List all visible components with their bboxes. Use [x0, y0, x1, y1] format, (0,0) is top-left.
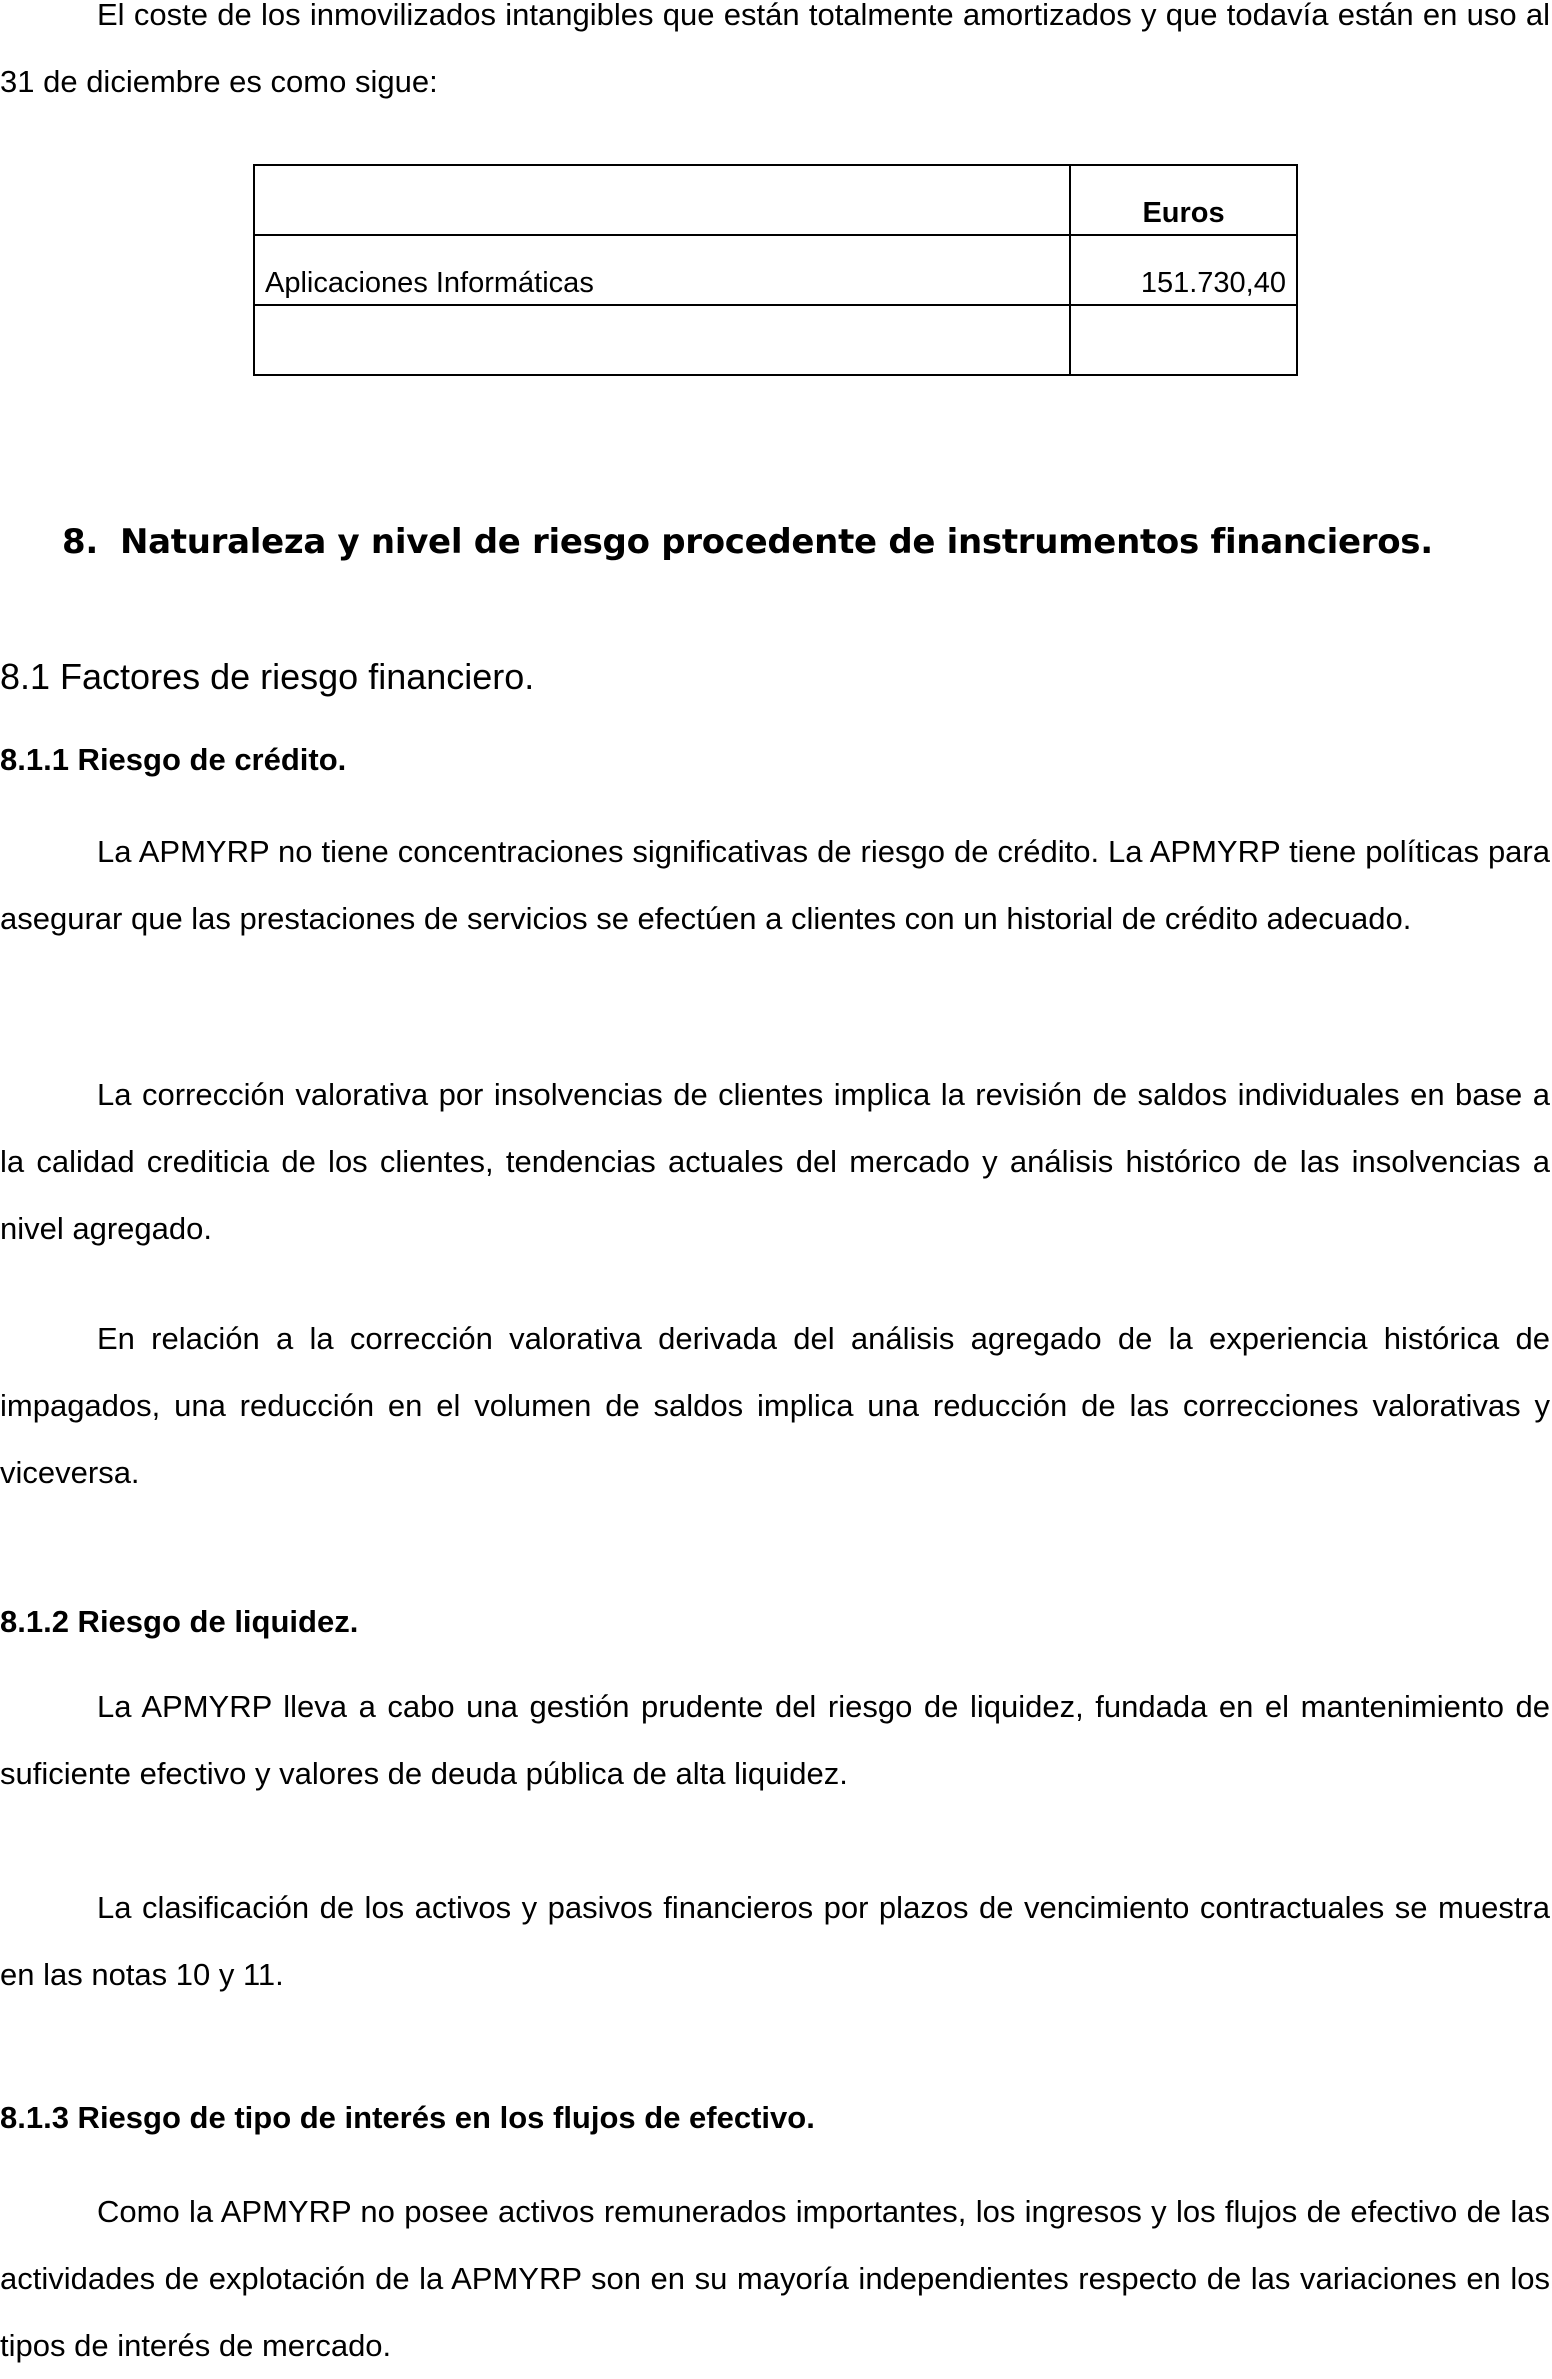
- section-8-1-heading: 8.1 Factores de riesgo financiero.: [0, 656, 535, 697]
- section-8-1-1-heading: 8.1.1 Riesgo de crédito.: [0, 742, 347, 777]
- table-cell-value: [1070, 305, 1297, 375]
- section-8-number: 8.: [62, 522, 98, 562]
- table-header-row: [254, 165, 1297, 235]
- liquidity-risk-paragraph-2: La clasificación de los activos y pasivos financieros por plazos de vencimiento contractuales se muestra en las notas 10 y 11.: [0, 1890, 1550, 1992]
- liquidity-risk-paragraph-1: La APMYRP lleva a cabo una gestión prudente del riesgo de liquidez, fundada en el mantenimiento de suficiente efectivo y valores de deuda pública de alta liquidez.: [0, 1689, 1550, 1791]
- section-8-title: Naturaleza y nivel de riesgo procedente de instrumentos financieros.: [119, 522, 1433, 562]
- table-header-euros: Euros: [1070, 165, 1297, 235]
- intro-paragraph: El coste de los inmovilizados intangibles que están totalmente amortizados y que todavía están en uso al 31 de diciembre es como sigue:: [0, 0, 1550, 99]
- section-8-1-3-heading: 8.1.3 Riesgo de tipo de interés en los flujos de efectivo.: [0, 2100, 815, 2135]
- section-8-1-2-heading: 8.1.2 Riesgo de liquidez.: [0, 1604, 359, 1639]
- table-row: [254, 235, 1297, 305]
- credit-risk-paragraph-2: La corrección valorativa por insolvencias de clientes implica la revisión de saldos individuales en base a la calidad crediticia de los clientes, tendencias actuales del mercado y análisis histórico de las insolvencias a nivel agregado.: [0, 1077, 1550, 1246]
- table-cell-label: [254, 305, 1070, 375]
- section-8-heading: [62, 522, 1433, 562]
- table-header-empty-cell: [254, 165, 1070, 235]
- table-cell-value: 151.730,40: [1070, 235, 1297, 305]
- table-cell-label: Aplicaciones Informáticas: [254, 235, 1070, 305]
- credit-risk-paragraph-1: La APMYRP no tiene concentraciones significativas de riesgo de crédito. La APMYRP tiene políticas para asegurar que las prestaciones de servicios se efectúen a clientes con un historial de crédito adecuado.: [0, 834, 1550, 936]
- interest-rate-risk-paragraph: Como la APMYRP no posee activos remunerados importantes, los ingresos y los flujos de efectivo de las actividades de explotación de la APMYRP son en su mayoría independientes respecto de las variaciones en los tipos de interés de mercado.: [0, 2194, 1550, 2363]
- amortized-assets-table: [253, 164, 1298, 376]
- credit-risk-paragraph-3: En relación a la corrección valorativa derivada del análisis agregado de la experiencia histórica de impagados, una reducción en el volumen de saldos implica una reducción de las correcciones valorativas y viceversa.: [0, 1321, 1550, 1490]
- table-row: [254, 305, 1297, 375]
